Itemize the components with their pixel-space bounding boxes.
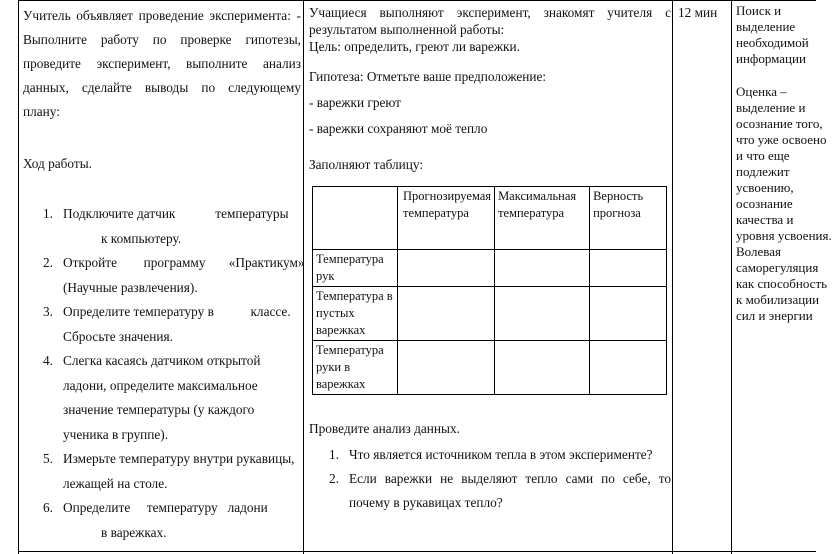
teacher-activity-cell — [23, 0, 305, 554]
analysis-heading: Проведите анализ данных. — [309, 421, 460, 436]
competency-search: Поиск и выделение необходимой информации — [736, 3, 809, 66]
column-divider-1 — [303, 0, 304, 554]
procedure-steps — [23, 202, 305, 545]
teacher-intro: Учитель объявляет проведение эксперимента: - Выполните работу по проверке гипотезы, проведите эксперимент, выполните анализ данных, сделайте выводы по следующему плану: — [23, 8, 301, 119]
table-header-accuracy: Верность прогноза — [590, 187, 667, 250]
results-table — [312, 186, 667, 395]
table-row — [313, 341, 667, 395]
table-cell[interactable] — [495, 341, 590, 395]
table-header-corner — [313, 187, 398, 250]
table-cell[interactable] — [590, 341, 667, 395]
table-cell[interactable] — [590, 287, 667, 341]
table-left-border — [18, 0, 19, 554]
table-cell[interactable] — [398, 341, 495, 395]
analysis-question: 1. Что является источником тепла в этом эксперименте? — [329, 447, 653, 462]
table-cell[interactable] — [398, 250, 495, 287]
procedure-step: 6. Определите температуру ладони в варежках. — [43, 500, 268, 540]
goal-text: Цель: определить, греют ли варежки. — [309, 39, 520, 54]
row-label: Температура рук — [313, 250, 398, 287]
competency-evaluation: Оценка – выделение и осознание того, что уже освоено и что еще подлежит усвоению, осознание качества и уровня усвоения. Волевая саморегуляция как способность к мобилизации сил и энергии — [736, 84, 832, 323]
table-cell[interactable] — [590, 250, 667, 287]
column-divider-3 — [731, 0, 732, 554]
column-divider-2 — [672, 0, 673, 554]
procedure-heading: Ход работы. — [23, 156, 92, 171]
table-row — [313, 287, 667, 341]
table-header-forecast: Прогнозируемая температура — [398, 187, 495, 250]
time-value: 12 мин — [678, 5, 718, 20]
hypothesis-text: Гипотеза: Отметьте ваше предположение: — [309, 69, 547, 84]
procedure-step: 5. Измерьте температуру внутри рукавицы, лежащей на столе. — [43, 451, 295, 491]
table-cell[interactable] — [495, 250, 590, 287]
hypothesis-option-2: - варежки сохраняют моё тепло — [309, 121, 488, 136]
table-header-row — [313, 187, 667, 250]
competency-cell-clip — [736, 0, 832, 554]
table-cell[interactable] — [398, 287, 495, 341]
hypothesis-option-1: - варежки греют — [309, 95, 401, 110]
competency-cell — [736, 0, 832, 324]
row-label: Температура руки в варежках — [313, 341, 398, 395]
table-row — [313, 250, 667, 287]
procedure-step: 1. Подключите датчик температуры к компьютеру. — [43, 206, 289, 246]
procedure-step: 4. Слегка касаясь датчиком открытой ладони, определите максимальное значение температуры (у каждого ученика в группе). — [43, 353, 261, 442]
procedure-step: 2. Откройте программу «Практикум» (Научные развлечения). — [43, 255, 305, 295]
fill-table-text: Заполняют таблицу: — [309, 157, 424, 172]
table-header-max: Максимальная температура — [495, 187, 590, 250]
analysis-question: 2. Если варежки не выделяют тепло сами по себе, то почему в рукавицах тепло? — [329, 471, 671, 510]
student-intro: Учащиеся выполняют эксперимент, знакомят учителя с результатом выполненной работы: — [309, 5, 671, 37]
table-cell[interactable] — [495, 287, 590, 341]
time-cell — [678, 0, 730, 554]
procedure-step: 3. Определите температуру в классе. Сбросьте значения. — [43, 304, 291, 344]
analysis-block — [309, 419, 671, 515]
row-label: Температура в пустых варежках — [313, 287, 398, 341]
